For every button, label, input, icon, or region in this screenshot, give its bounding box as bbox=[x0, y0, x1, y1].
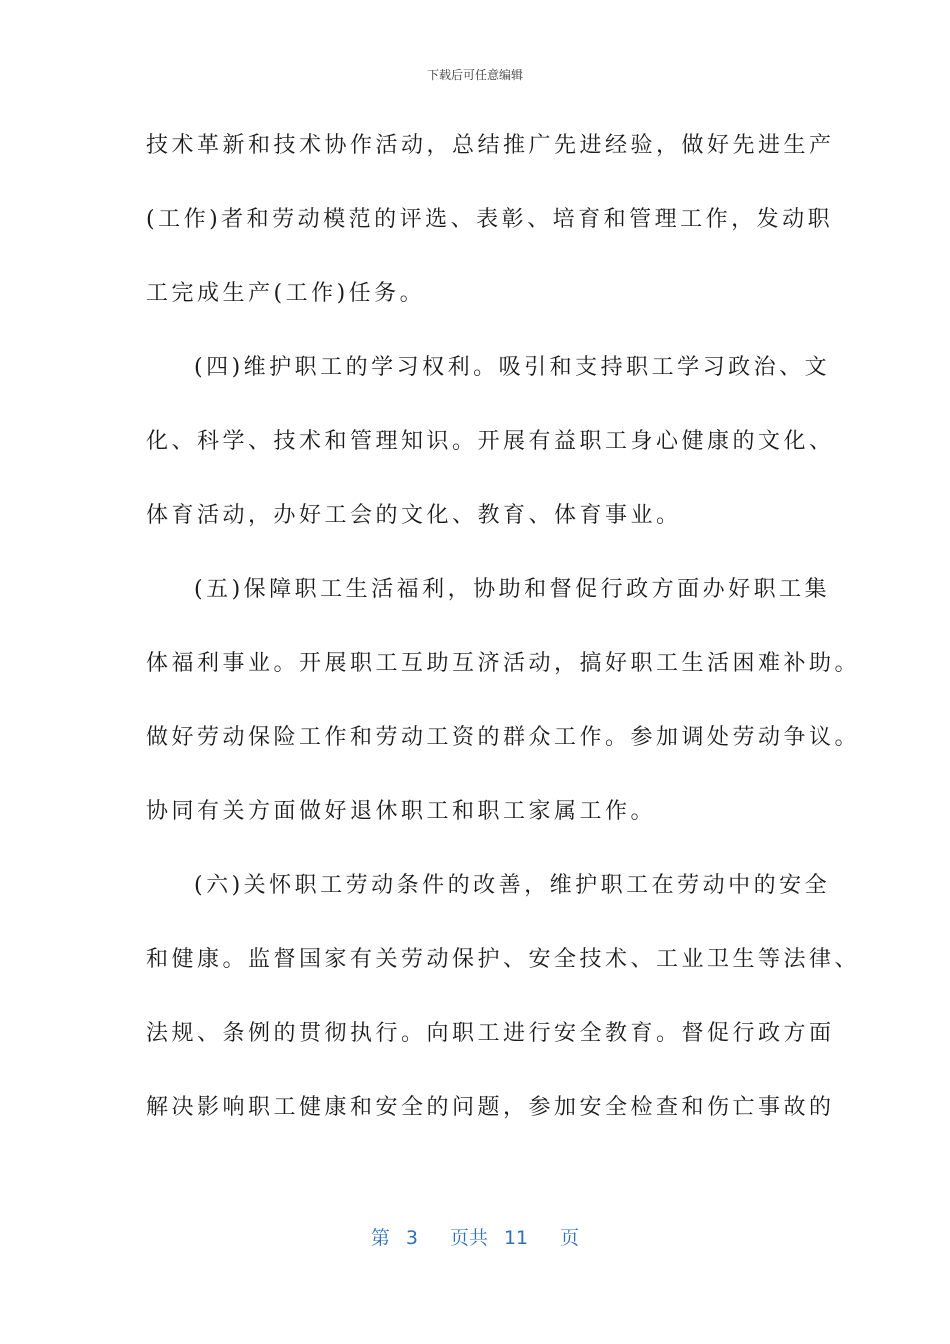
body-line: 做好劳动保险工作和劳动工资的群众工作。参加调处劳动争议。 bbox=[146, 725, 861, 750]
footer-prefix: 第 bbox=[370, 1227, 390, 1249]
footer-suffix: 页 bbox=[560, 1227, 580, 1249]
page-header: 下载后可任意编辑 bbox=[426, 68, 523, 82]
body-line: 协同有关方面做好退休职工和职工家属工作。 bbox=[146, 799, 657, 824]
body-line: 技术革新和技术协作活动，总结推广先进经验，做好先进生产 bbox=[146, 133, 835, 158]
body-line: 体育活动，办好工会的文化、教育、体育事业。 bbox=[146, 503, 682, 528]
body-line: (六)关怀职工劳动条件的改善，维护职工在劳动中的安全 bbox=[194, 873, 831, 898]
body-line: 工完成生产(工作)任务。 bbox=[146, 281, 426, 306]
body-line: (四)维护职工的学习权利。吸引和支持职工学习政治、文 bbox=[194, 355, 831, 380]
body-line: 法规、条例的贯彻执行。向职工进行安全教育。督促行政方面 bbox=[146, 1021, 835, 1046]
body-line: (工作)者和劳动模范的评选、表彰、培育和管理工作，发动职 bbox=[146, 207, 834, 232]
body-line: 解决影响职工健康和安全的问题，参加安全检查和伤亡事故的 bbox=[146, 1095, 835, 1120]
body-line: 化、科学、技术和管理知识。开展有益职工身心健康的文化、 bbox=[146, 429, 835, 454]
body-line: 体福利事业。开展职工互助互济活动，搞好职工生活困难补助。 bbox=[146, 651, 861, 676]
footer-current-page: 3 bbox=[405, 1227, 418, 1249]
footer-total-pages: 11 bbox=[503, 1227, 529, 1249]
document-body bbox=[146, 124, 861, 1160]
page-footer bbox=[0, 1226, 950, 1250]
body-line: (五)保障职工生活福利，协助和督促行政方面办好职工集 bbox=[194, 577, 831, 602]
body-line: 和健康。监督国家有关劳动保护、安全技术、工业卫生等法律、 bbox=[146, 947, 861, 972]
footer-middle: 页共 bbox=[449, 1227, 488, 1249]
